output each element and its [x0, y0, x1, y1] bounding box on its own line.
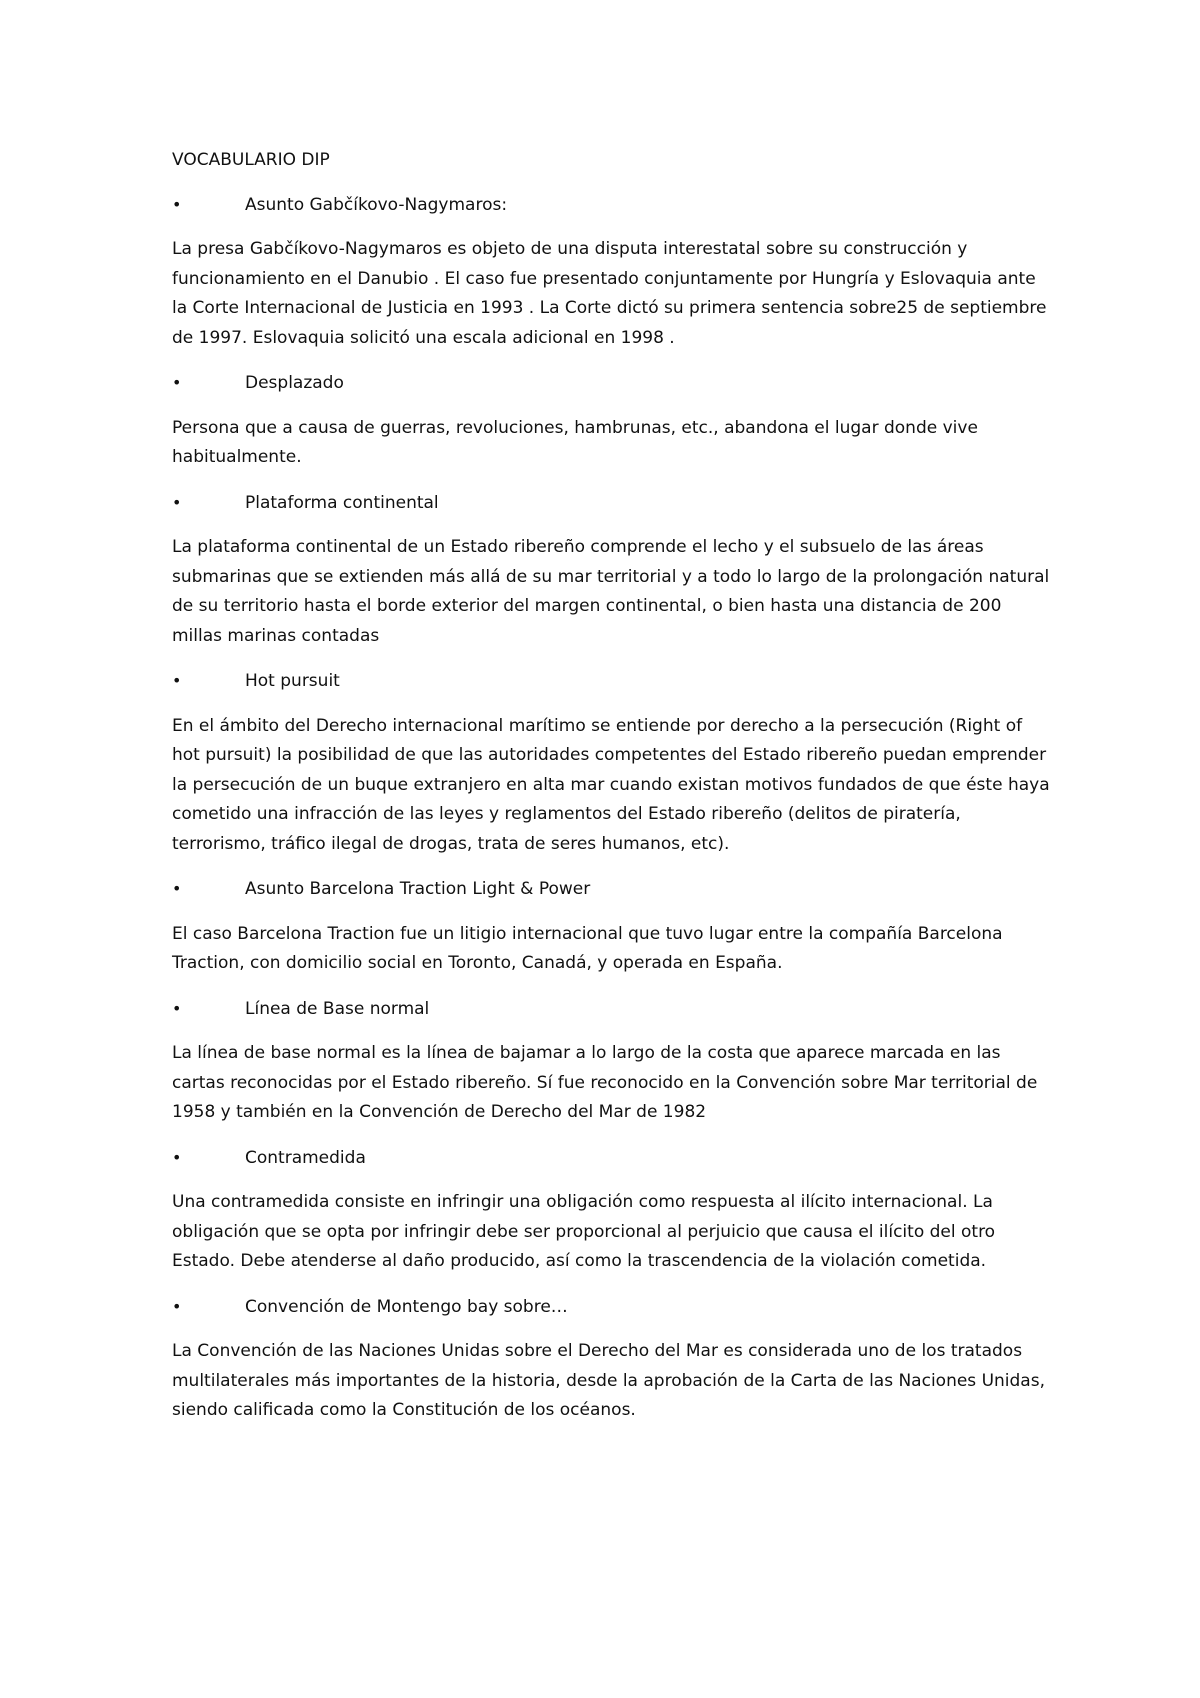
entry-definition: Persona que a causa de guerras, revoluciones, hambrunas, etc., abandona el lugar donde vive habitualmente. — [172, 417, 978, 467]
bullet-icon: • — [172, 879, 182, 898]
bullet-icon: • — [172, 194, 182, 214]
entry-definition: Una contramedida consiste en infringir una obligación como respuesta al ilícito internacional. La obligación que se opta por infringir debe ser proporcional al perjuicio que causa el ilícito del otro Estado. Debe atenderse al daño producido, así como la trascendencia de la violación cometida. — [172, 1192, 996, 1271]
bullet-icon: • — [172, 671, 182, 690]
bullet-icon: • — [172, 1296, 182, 1316]
entry-term: Contramedida — [245, 1147, 366, 1168]
vocabulary-entry — [172, 994, 1052, 1128]
entry-term-row — [172, 1143, 1052, 1174]
document-page — [172, 146, 1052, 1441]
vocabulary-entry — [172, 368, 1052, 473]
entry-definition: La Convención de las Naciones Unidas sobre el Derecho del Mar es considerada uno de los tratados multilaterales más importantes de la historia, desde la aprobación de la Carta de las Naciones Unidas, siendo calificada como la Constitución de los océanos. — [172, 1341, 1045, 1420]
bullet-icon: • — [172, 1147, 182, 1167]
bullet-icon: • — [172, 373, 182, 392]
vocabulary-entry — [172, 1292, 1052, 1426]
entry-term: Desplazado — [245, 373, 344, 393]
entry-term: Línea de Base normal — [245, 998, 430, 1019]
entry-definition: El caso Barcelona Traction fue un litigio internacional que tuvo lugar entre la compañía Barcelona Traction, con domicilio social en Toronto, Canadá, y operada en España. — [172, 923, 1003, 973]
vocabulary-entry — [172, 488, 1052, 652]
entry-term-row — [172, 994, 1052, 1025]
vocabulary-entry — [172, 666, 1052, 859]
entry-term-row — [172, 1292, 1052, 1323]
entry-term: Plataforma continental — [245, 492, 439, 513]
vocabulary-entry — [172, 1143, 1052, 1277]
entry-term: Asunto Gabčíkovo-Nagymaros: — [245, 194, 508, 215]
entry-definition: La plataforma continental de un Estado ribereño comprende el lecho y el subsuelo de las áreas submarinas que se extienden más allá de su mar territorial y a todo lo largo de la prolongación natural de su territorio hasta el borde exterior del margen continental, o bien hasta una distancia de 200 millas marinas contadas — [172, 537, 1050, 646]
entry-term-row — [172, 666, 1052, 697]
vocabulary-entry — [172, 874, 1052, 979]
entry-term-row — [172, 190, 1052, 221]
entry-definition: En el ámbito del Derecho internacional marítimo se entiende por derecho a la persecución (Right of hot pursuit) la posibilidad de que las autoridades competentes del Estado ribereño puedan emprender la persecución de un buque extranjero en alta mar cuando existan motivos fundados de que éste haya cometido una infracción de las leyes y reglamentos del Estado ribereño (delitos de piratería, terrorismo, tráfico ilegal de drogas, trata de seres humanos, etc). — [172, 715, 1050, 854]
entry-term: Hot pursuit — [245, 671, 340, 691]
vocabulary-entry — [172, 190, 1052, 354]
entry-term-row — [172, 368, 1052, 399]
entry-definition: La presa Gabčíkovo-Nagymaros es objeto de una disputa interestatal sobre su construcción y funcionamiento en el Danubio . El caso fue presentado conjuntamente por Hungría y Eslovaquia ante la Corte Internacional de Justicia en 1993 . La Corte dictó su primera sentencia sobre25 de septiembre de 1997. Eslovaquia solicitó una escala adicional en 1998 . — [172, 239, 1047, 348]
entry-term: Asunto Barcelona Traction Light & Power — [245, 879, 591, 899]
entry-term-row — [172, 488, 1052, 519]
bullet-icon: • — [172, 492, 182, 512]
entry-term: Convención de Montengo bay sobre… — [245, 1296, 568, 1317]
bullet-icon: • — [172, 998, 182, 1018]
entry-term-row — [172, 874, 1052, 905]
entry-definition: La línea de base normal es la línea de bajamar a lo largo de la costa que aparece marcada en las cartas reconocidas por el Estado ribereño. Sí fue reconocido en la Convención sobre Mar territorial de 1958 y también en la Convención de Derecho del Mar de 1982 — [172, 1043, 1038, 1122]
document-title: VOCABULARIO DIP — [172, 150, 330, 170]
